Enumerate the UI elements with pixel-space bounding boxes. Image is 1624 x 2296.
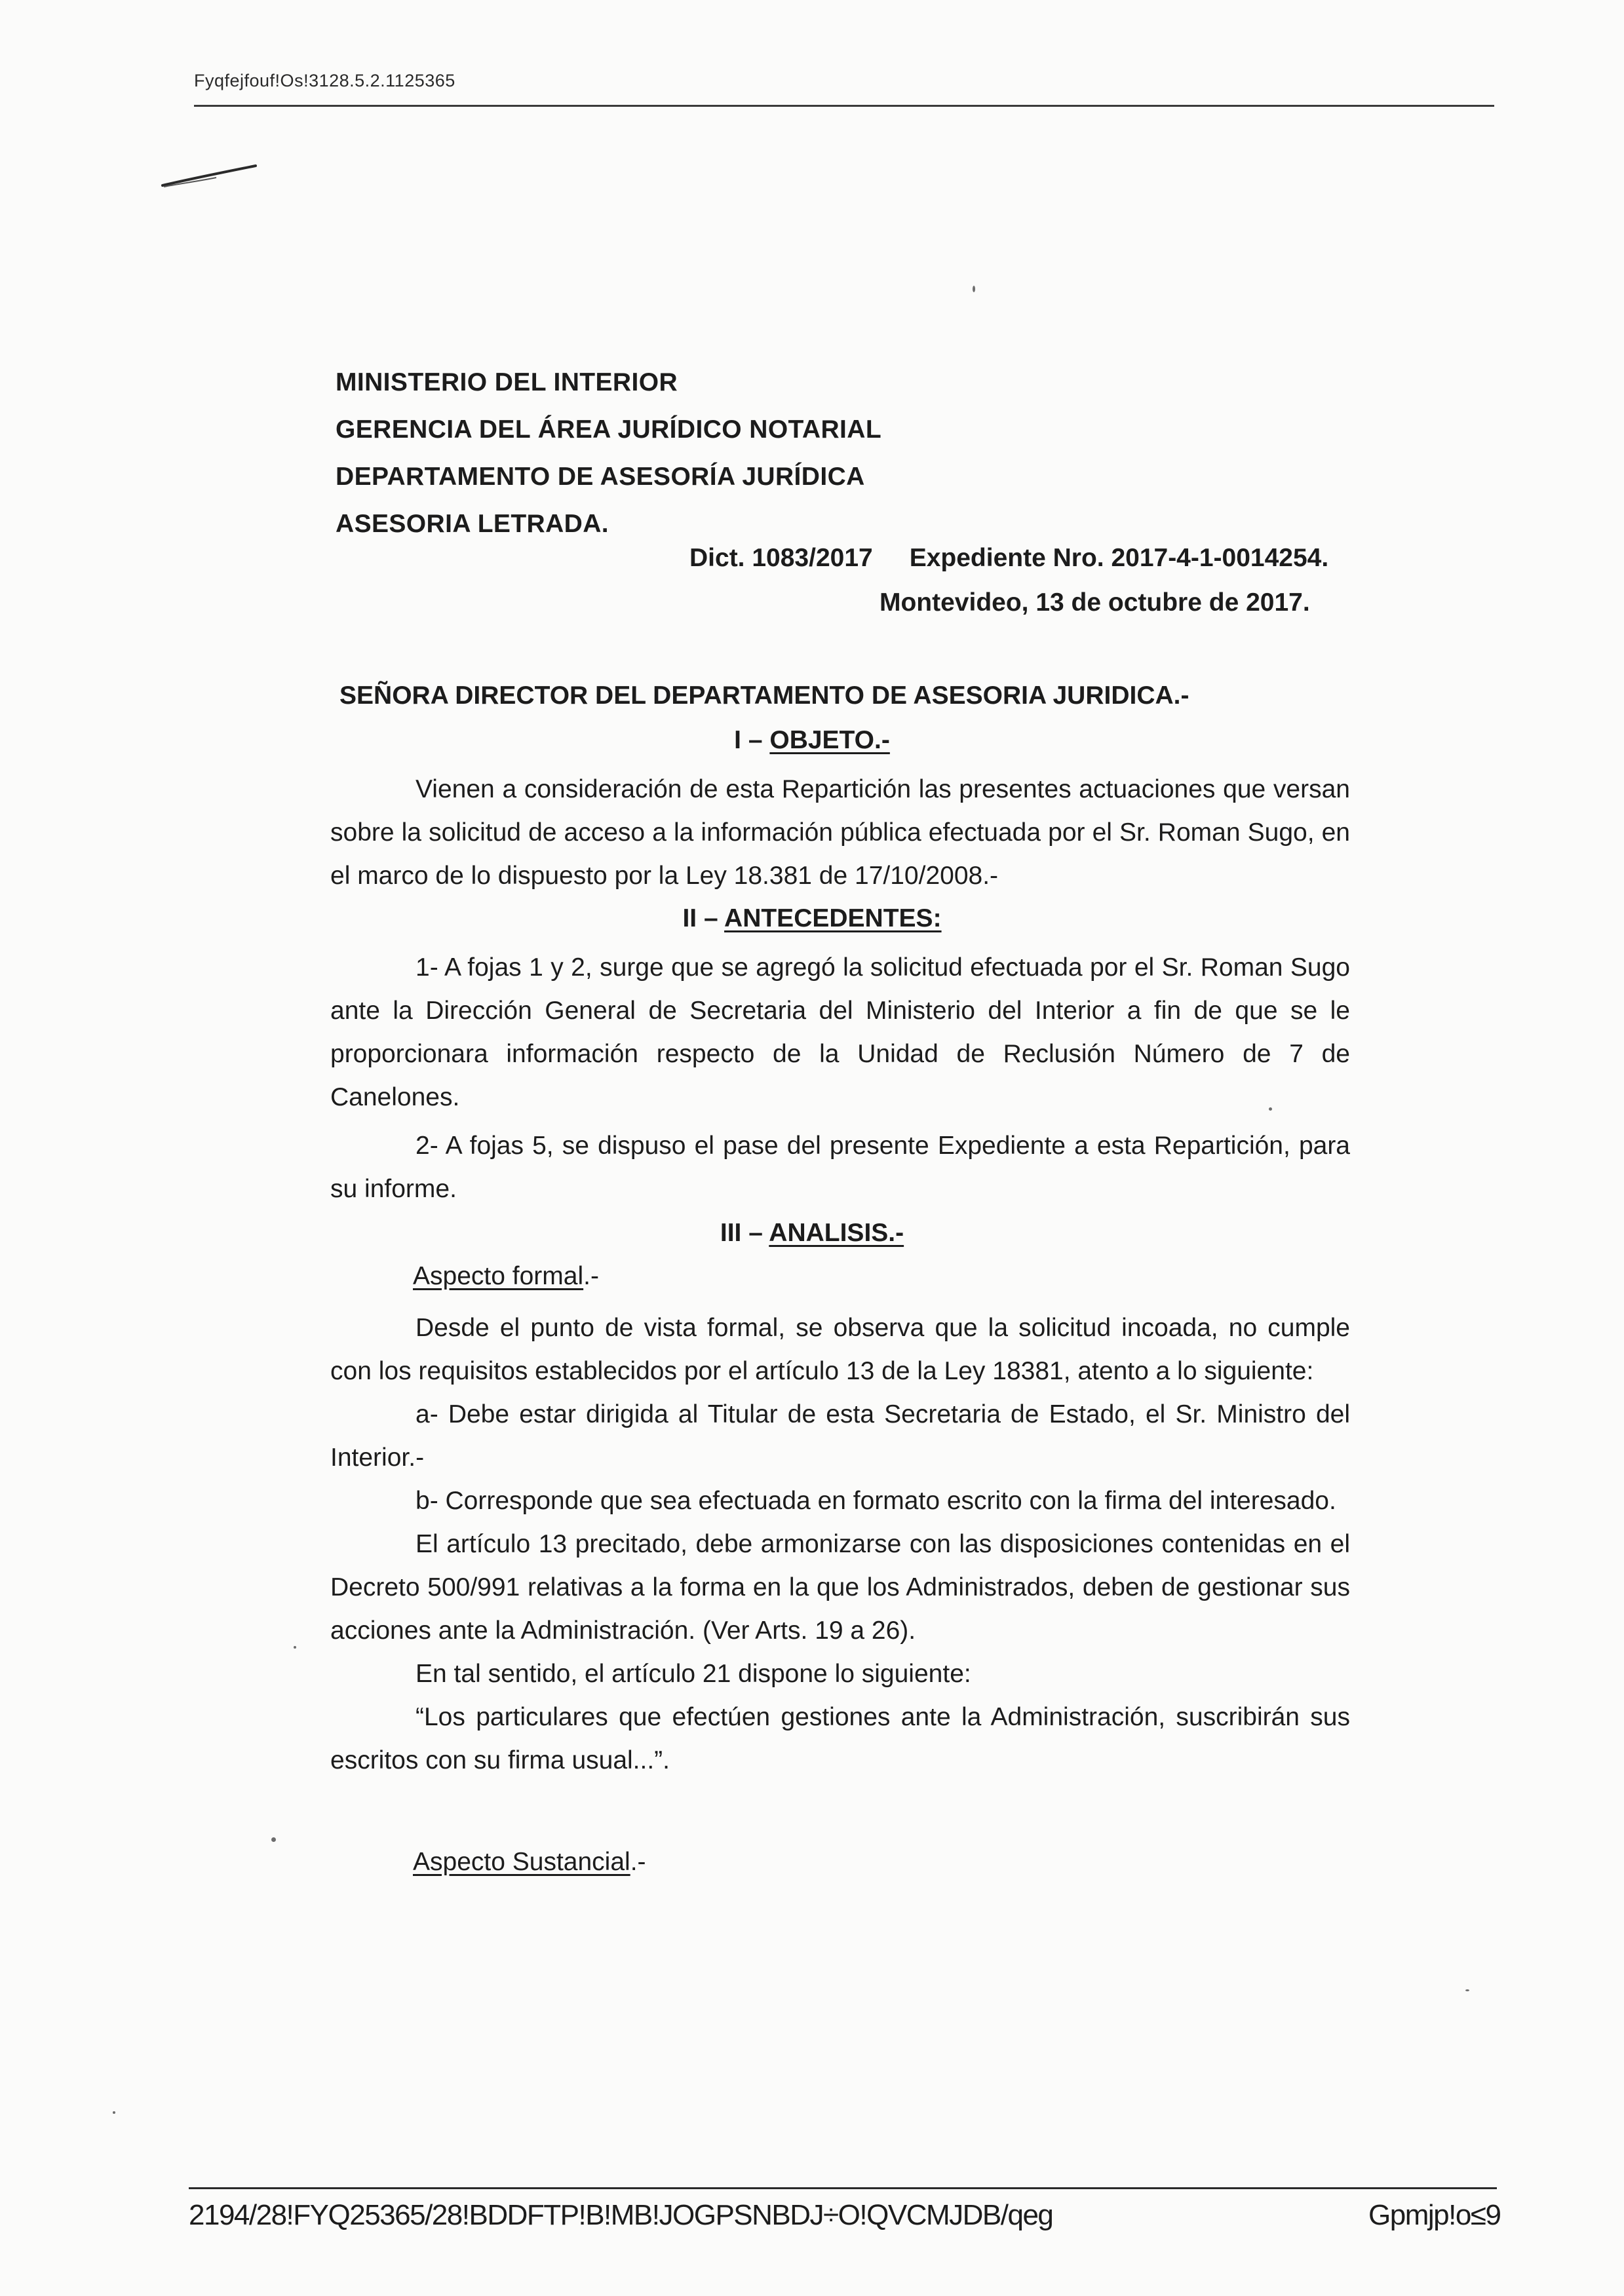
addressee-line: SEÑORA DIRECTOR DEL DEPARTAMENTO DE ASESORIA JURIDICA.- (339, 681, 1189, 710)
paragraph: Vienen a consideración de esta Repartición las presentes actuaciones que versan sobre la solicitud de acceso a la información pública efectuada por el Sr. Roman Sugo, en el marco de lo dispuesto por la Ley 18.381 de 17/10/2008.- (330, 775, 1350, 890)
pen-stroke-mark (157, 161, 262, 193)
ministry-line: DEPARTAMENTO DE ASESORÍA JURÍDICA (336, 463, 865, 491)
expediente-number: Expediente Nro. 2017-4-1-0014254. (909, 544, 1329, 572)
footer-rule (189, 2187, 1497, 2189)
document-date: Montevideo, 13 de octubre de 2017. (880, 588, 1310, 617)
paragraph: “Los particulares que efectúen gestiones ante la Administración, suscribirán sus escritos con su firma usual...”. (330, 1703, 1350, 1774)
header-rule (194, 105, 1494, 107)
scan-speck (113, 2111, 115, 2114)
paragraph: b- Corresponde que sea efectuada en formato escrito con la firma del interesado. (416, 1487, 1336, 1515)
footer-page-code: Gpmjp!o≤9 (1368, 2199, 1501, 2231)
section-heading-antecedentes: II – ANTECEDENTES: (682, 904, 942, 932)
footer-file-code: 2194/28!FYQ25365/28!BDDFTP!B!MB!JOGPSNBDJ÷O!QVCMJDB/qeg (189, 2199, 1053, 2231)
paragraph: a- Debe estar dirigida al Titular de esta Secretaria de Estado, el Sr. Ministro del Interior.- (330, 1400, 1350, 1472)
scan-speck (271, 1837, 276, 1842)
scan-speck (1465, 1989, 1469, 1991)
paragraph: Desde el punto de vista formal, se observa que la solicitud incoada, no cumple con los requisitos establecidos por el artículo 13 de la Ley 18381, atento a lo siguiente: (330, 1314, 1350, 1385)
ministry-line: GERENCIA DEL ÁREA JURÍDICO NOTARIAL (336, 415, 882, 444)
section-heading-objeto: I – OBJETO.- (734, 726, 890, 754)
ministry-line: ASESORIA LETRADA. (336, 510, 609, 538)
scan-header-code: Fyqfejfouf!Os!3128.5.2.1125365 (194, 71, 455, 90)
aspecto-formal-heading: Aspecto formal.- (413, 1262, 599, 1290)
ministry-block (336, 359, 881, 548)
paragraph: 1- A fojas 1 y 2, surge que se agregó la solicitud efectuada por el Sr. Roman Sugo ante la Dirección General de Secretaria del Ministerio del Interior a fin de que se le proporcionara información respecto de la Unidad de Reclusión Número de 7 de Canelones. (330, 953, 1350, 1111)
paragraph: En tal sentido, el artículo 21 dispone lo siguiente: (416, 1660, 971, 1688)
ministry-line: MINISTERIO DEL INTERIOR (336, 368, 678, 396)
scan-speck (973, 286, 975, 292)
antecedentes-body (330, 946, 1350, 1211)
paragraph: 2- A fojas 5, se dispuso el pase del presente Expediente a esta Repartición, para su informe. (330, 1132, 1350, 1203)
section-heading-analisis: III – ANALISIS.- (720, 1219, 904, 1247)
analisis-body (330, 1307, 1350, 1782)
reference-line (689, 544, 1328, 573)
paragraph: El artículo 13 precitado, debe armonizarse con las disposiciones contenidas en el Decreto 500/991 relativas a la forma en la que los Administrados, deben de gestionar sus acciones ante la Administración. (Ver Arts. 19 a 26). (330, 1530, 1350, 1645)
scan-speck (294, 1646, 296, 1649)
objeto-body (330, 768, 1350, 898)
dictamen-number: Dict. 1083/2017 (689, 544, 873, 572)
aspecto-sustancial-heading: Aspecto Sustancial.- (413, 1848, 646, 1876)
scan-speck (1269, 1107, 1272, 1111)
